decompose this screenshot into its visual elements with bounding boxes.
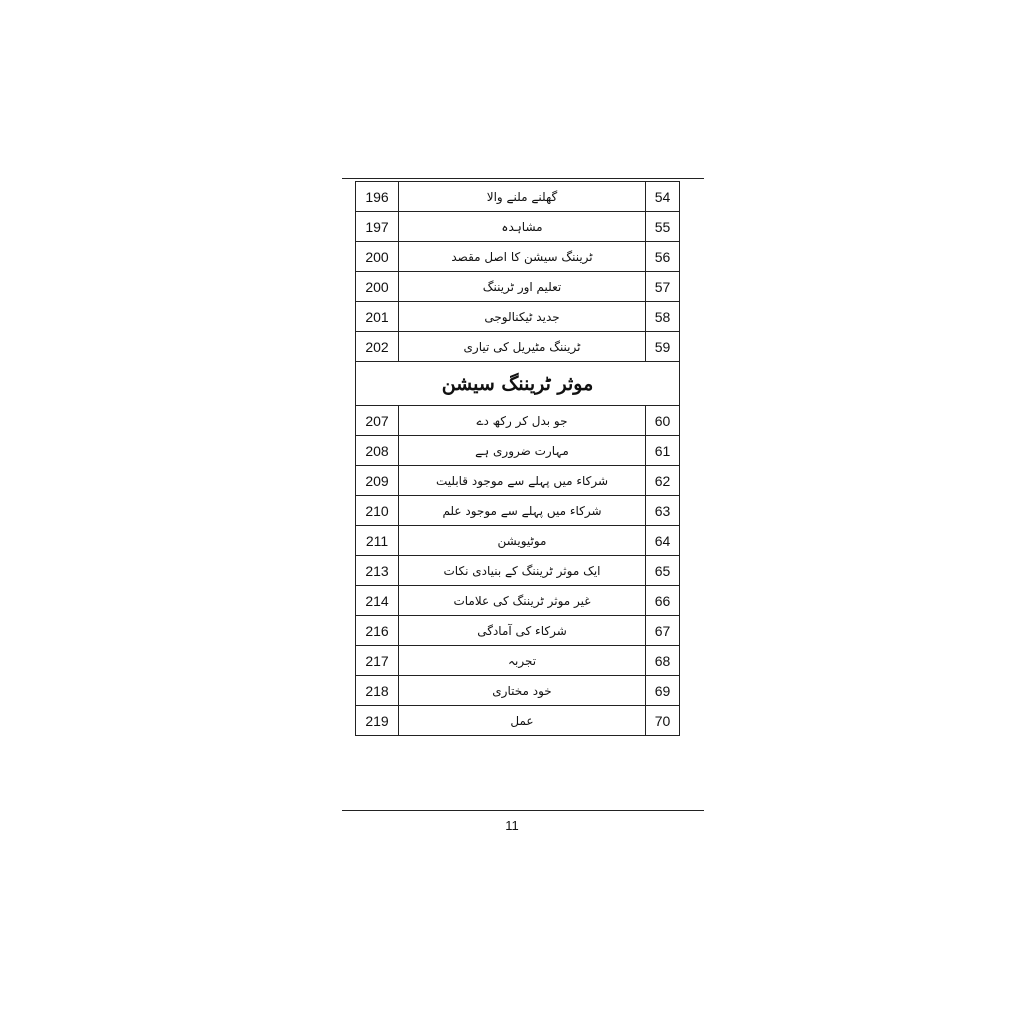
page-ref: 216 bbox=[356, 616, 399, 646]
entry-title: جو بدل کر رکھ دے bbox=[399, 406, 646, 436]
entry-number: 57 bbox=[646, 272, 680, 302]
entry-title: ایک موثر ٹریننگ کے بنیادی نکات bbox=[399, 556, 646, 586]
entry-number: 63 bbox=[646, 496, 680, 526]
entry-number: 61 bbox=[646, 436, 680, 466]
table-row bbox=[356, 676, 680, 706]
table-row bbox=[356, 706, 680, 736]
table-row bbox=[356, 212, 680, 242]
entry-title: تجربہ bbox=[399, 646, 646, 676]
page-ref: 208 bbox=[356, 436, 399, 466]
page-ref: 201 bbox=[356, 302, 399, 332]
table-row bbox=[356, 526, 680, 556]
page-ref: 214 bbox=[356, 586, 399, 616]
entry-title: مہارت ضروری ہے bbox=[399, 436, 646, 466]
entry-number: 60 bbox=[646, 406, 680, 436]
entry-title: موٹیویشن bbox=[399, 526, 646, 556]
entry-title: جدید ٹیکنالوجی bbox=[399, 302, 646, 332]
entry-number: 54 bbox=[646, 182, 680, 212]
page-ref: 200 bbox=[356, 272, 399, 302]
entry-title: ٹریننگ سیشن کا اصل مقصد bbox=[399, 242, 646, 272]
entry-number: 68 bbox=[646, 646, 680, 676]
table-row bbox=[356, 586, 680, 616]
table-row bbox=[356, 332, 680, 362]
page-ref: 211 bbox=[356, 526, 399, 556]
top-rule bbox=[342, 178, 704, 179]
table-row bbox=[356, 496, 680, 526]
table-row bbox=[356, 556, 680, 586]
entry-number: 62 bbox=[646, 466, 680, 496]
table-row bbox=[356, 406, 680, 436]
table-of-contents bbox=[355, 181, 680, 736]
entry-title: خود مختاری bbox=[399, 676, 646, 706]
page-ref: 196 bbox=[356, 182, 399, 212]
entry-number: 56 bbox=[646, 242, 680, 272]
entry-title: ٹریننگ مٹیریل کی تیاری bbox=[399, 332, 646, 362]
page-number: 11 bbox=[505, 818, 519, 833]
page-ref: 202 bbox=[356, 332, 399, 362]
page-ref: 207 bbox=[356, 406, 399, 436]
table-row bbox=[356, 466, 680, 496]
section-heading-row bbox=[356, 362, 680, 406]
entry-number: 70 bbox=[646, 706, 680, 736]
page-ref: 197 bbox=[356, 212, 399, 242]
page-ref: 200 bbox=[356, 242, 399, 272]
entry-title: گھلنے ملنے والا bbox=[399, 182, 646, 212]
page-ref: 213 bbox=[356, 556, 399, 586]
entry-number: 55 bbox=[646, 212, 680, 242]
bottom-rule bbox=[342, 810, 704, 811]
entry-number: 66 bbox=[646, 586, 680, 616]
table-row bbox=[356, 242, 680, 272]
entry-number: 64 bbox=[646, 526, 680, 556]
entry-title: عمل bbox=[399, 706, 646, 736]
entry-number: 58 bbox=[646, 302, 680, 332]
table-row bbox=[356, 436, 680, 466]
page-ref: 209 bbox=[356, 466, 399, 496]
section-heading: موثر ٹریننگ سیشن bbox=[356, 362, 680, 406]
entry-number: 65 bbox=[646, 556, 680, 586]
page-ref: 210 bbox=[356, 496, 399, 526]
table-row bbox=[356, 646, 680, 676]
entry-title: شرکاء میں پہلے سے موجود علم bbox=[399, 496, 646, 526]
entry-number: 69 bbox=[646, 676, 680, 706]
entry-title: شرکاء میں پہلے سے موجود قابلیت bbox=[399, 466, 646, 496]
entry-title: مشاہدہ bbox=[399, 212, 646, 242]
table-row bbox=[356, 616, 680, 646]
entry-title: غیر موثر ٹریننگ کی علامات bbox=[399, 586, 646, 616]
page-ref: 218 bbox=[356, 676, 399, 706]
entry-number: 59 bbox=[646, 332, 680, 362]
table-row bbox=[356, 302, 680, 332]
entry-title: شرکاء کی آمادگی bbox=[399, 616, 646, 646]
table-row bbox=[356, 182, 680, 212]
entry-number: 67 bbox=[646, 616, 680, 646]
table-row bbox=[356, 272, 680, 302]
page-ref: 219 bbox=[356, 706, 399, 736]
page-ref: 217 bbox=[356, 646, 399, 676]
entry-title: تعلیم اور ٹریننگ bbox=[399, 272, 646, 302]
